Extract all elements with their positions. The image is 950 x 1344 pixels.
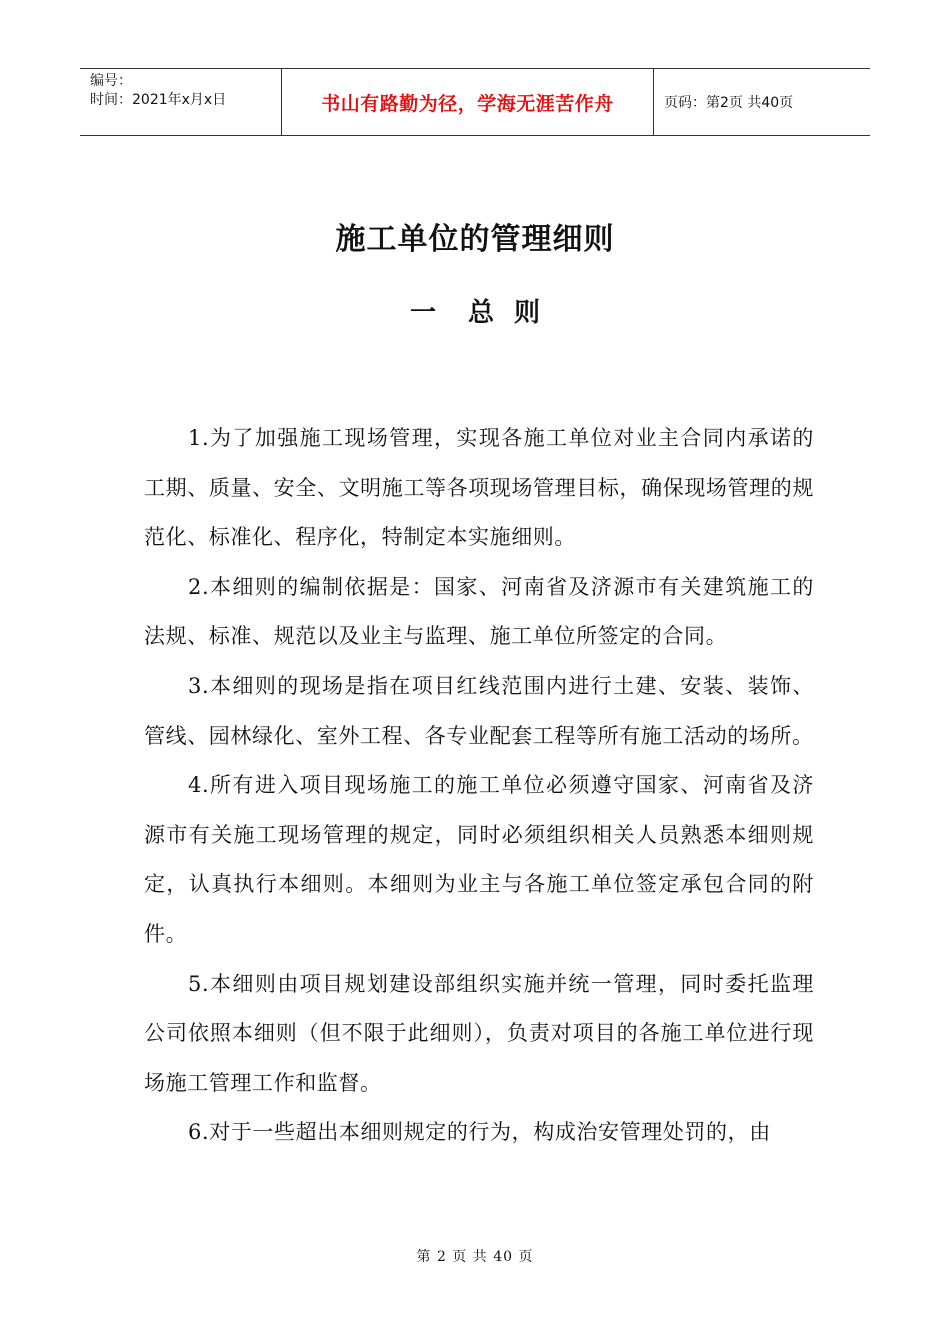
section-number: 一	[409, 298, 436, 328]
section-heading	[0, 292, 950, 329]
document-body	[144, 414, 814, 1158]
document-time-label: 时间：2021年x月x日	[90, 92, 227, 108]
header-page-info: 页码：第2页 共40页	[664, 95, 794, 111]
header-motto-cell	[282, 69, 654, 135]
paragraph: 6.对于一些超出本细则规定的行为，构成治安管理处罚的，由	[188, 1120, 771, 1145]
section-title-char-2: 则	[514, 298, 541, 328]
document-number-label: 编号：	[90, 73, 132, 89]
page-footer: 第 2 页 共 40 页	[416, 1249, 534, 1265]
document-title: 施工单位的管理细则	[335, 222, 615, 257]
document-header	[80, 68, 870, 136]
header-motto: 书山有路勤为径，学海无涯苦作舟	[321, 92, 614, 115]
header-page-cell	[654, 69, 870, 135]
paragraph: 3.本细则的现场是指在项目红线范围内进行土建、安装、装饰、管线、园林绿化、室外工程、各专业配套工程等所有施工活动的场所。	[144, 673, 814, 748]
paragraph: 1.为了加强施工现场管理，实现各施工单位对业主合同内承诺的工期、质量、安全、文明施工等各项现场管理目标，确保现场管理的规范化、标准化、程序化，特制定本实施细则。	[144, 426, 814, 550]
paragraph: 4.所有进入项目现场施工的施工单位必须遵守国家、河南省及济源市有关施工现场管理的规定，同时必须组织相关人员熟悉本细则规定，认真执行本细则。本细则为业主与各施工单位签定承包合同的附件。	[144, 773, 814, 946]
header-meta-cell	[80, 69, 282, 135]
paragraph: 5.本细则由项目规划建设部组织实施并统一管理，同时委托监理公司依照本细则（但不限于此细则），负责对项目的各施工单位进行现场施工管理工作和监督。	[144, 971, 814, 1095]
paragraph: 2.本细则的编制依据是：国家、河南省及济源市有关建筑施工的法规、标准、规范以及业主与监理、施工单位所签定的合同。	[144, 574, 814, 649]
section-title-char-1: 总	[467, 298, 494, 328]
